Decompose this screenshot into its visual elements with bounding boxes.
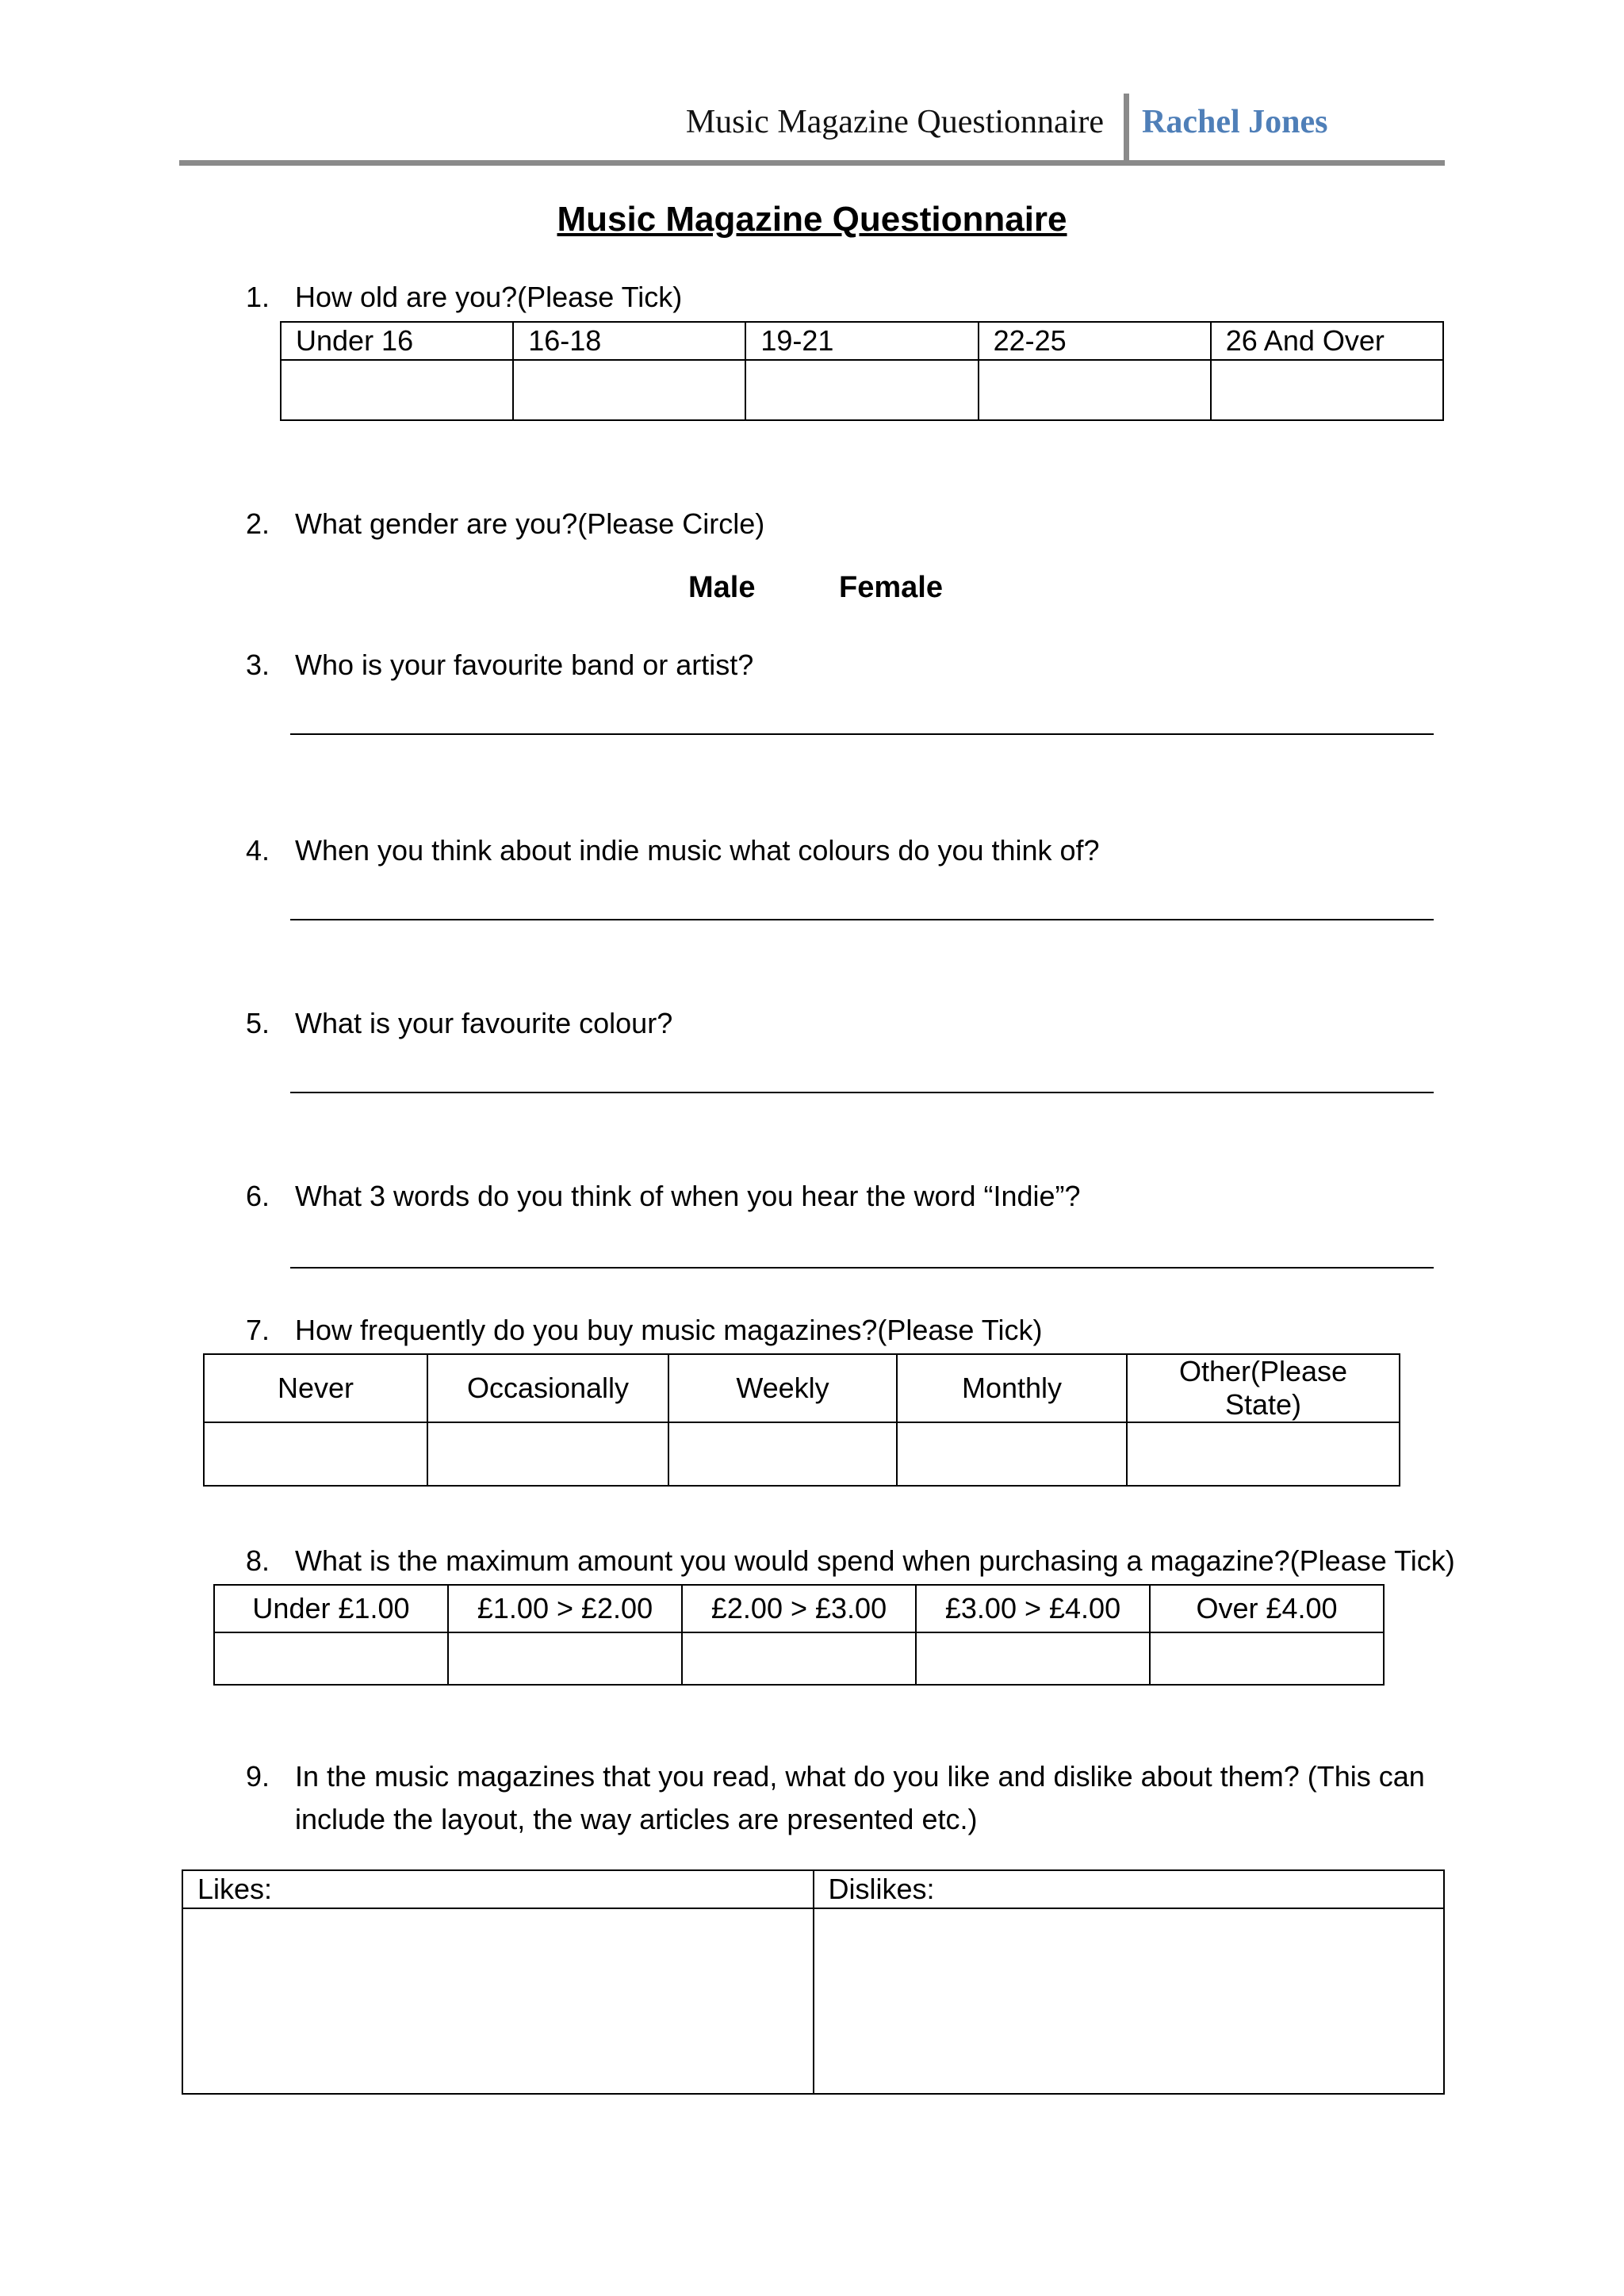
frequency-table	[203, 1353, 1400, 1487]
question-text: How old are you?(Please Tick)	[295, 281, 683, 313]
frequency-option-label: Occasionally	[427, 1354, 668, 1422]
likes-header: Likes:	[182, 1870, 814, 1908]
question-text: What gender are you?(Please Circle)	[295, 507, 765, 540]
question-text: What 3 words do you think of when you hear the word “Indie”?	[295, 1180, 1081, 1212]
question-text: When you think about indie music what colours do you think of?	[295, 834, 1100, 867]
age-option-label: 16-18	[513, 322, 745, 360]
frequency-option-label: Never	[204, 1354, 427, 1422]
header-title: Music Magazine Questionnaire	[685, 104, 1104, 140]
age-option-label: 22-25	[979, 322, 1211, 360]
answer-line-3[interactable]	[290, 733, 1434, 735]
spend-tick-box[interactable]	[448, 1632, 682, 1685]
age-tick-box[interactable]	[979, 360, 1211, 420]
question-number: 8.	[246, 1544, 270, 1577]
likes-dislikes-table	[182, 1869, 1445, 2095]
age-option-label: Under 16	[281, 322, 513, 360]
spend-option-label: £3.00 > £4.00	[916, 1585, 1150, 1632]
header-author: Rachel Jones	[1142, 104, 1328, 140]
age-option-label: 19-21	[745, 322, 978, 360]
likes-answer-box[interactable]	[182, 1908, 814, 2094]
question-text: How frequently do you buy music magazines?(Please Tick)	[295, 1314, 1043, 1346]
age-tick-box[interactable]	[745, 360, 978, 420]
dislikes-answer-box[interactable]	[814, 1908, 1445, 2094]
spend-option-label: £2.00 > £3.00	[682, 1585, 916, 1632]
answer-line-6[interactable]	[290, 1267, 1434, 1269]
dislikes-header: Dislikes:	[814, 1870, 1445, 1908]
frequency-tick-box[interactable]	[897, 1422, 1127, 1486]
question-number: 7.	[246, 1314, 270, 1346]
age-tick-box[interactable]	[1211, 360, 1443, 420]
question-text: What is your favourite colour?	[295, 1007, 673, 1039]
spend-tick-box[interactable]	[214, 1632, 448, 1685]
question-text-line-1: In the music magazines that you read, what do you like and dislike about them? (This can	[295, 1760, 1425, 1793]
document-title: Music Magazine Questionnaire	[557, 200, 1067, 239]
spend-tick-box[interactable]	[1150, 1632, 1384, 1685]
page-header	[179, 94, 1445, 166]
spend-option-label: Under £1.00	[214, 1585, 448, 1632]
age-option-label: 26 And Over	[1211, 322, 1443, 360]
frequency-tick-box[interactable]	[427, 1422, 668, 1486]
age-tick-box[interactable]	[513, 360, 745, 420]
question-number: 6.	[246, 1180, 270, 1212]
answer-line-5[interactable]	[290, 1092, 1434, 1093]
question-number: 4.	[246, 834, 270, 867]
frequency-option-label: Weekly	[668, 1354, 897, 1422]
frequency-tick-box[interactable]	[1127, 1422, 1400, 1486]
question-number: 5.	[246, 1007, 270, 1039]
age-tick-box[interactable]	[281, 360, 513, 420]
frequency-option-label: Other(Please State)	[1127, 1354, 1400, 1422]
spend-table	[213, 1584, 1385, 1686]
question-text-line-2: include the layout, the way articles are presented etc.)	[295, 1803, 978, 1835]
frequency-option-label: Monthly	[897, 1354, 1127, 1422]
frequency-tick-box[interactable]	[668, 1422, 897, 1486]
frequency-tick-box[interactable]	[204, 1422, 427, 1486]
spend-option-label: £1.00 > £2.00	[448, 1585, 682, 1632]
question-number: 9.	[246, 1760, 270, 1793]
question-number: 1.	[246, 281, 270, 313]
question-text: What is the maximum amount you would spend when purchasing a magazine?(Please Tick)	[295, 1544, 1455, 1577]
spend-tick-box[interactable]	[916, 1632, 1150, 1685]
question-number: 2.	[246, 507, 270, 540]
spend-option-label: Over £4.00	[1150, 1585, 1384, 1632]
question-text: Who is your favourite band or artist?	[295, 649, 754, 681]
answer-line-4[interactable]	[290, 919, 1434, 920]
spend-tick-box[interactable]	[682, 1632, 916, 1685]
gender-option-female[interactable]: Female	[839, 571, 943, 604]
age-table	[280, 321, 1444, 421]
header-separator	[1124, 94, 1129, 160]
question-number: 3.	[246, 649, 270, 681]
gender-option-male[interactable]: Male	[688, 571, 756, 604]
